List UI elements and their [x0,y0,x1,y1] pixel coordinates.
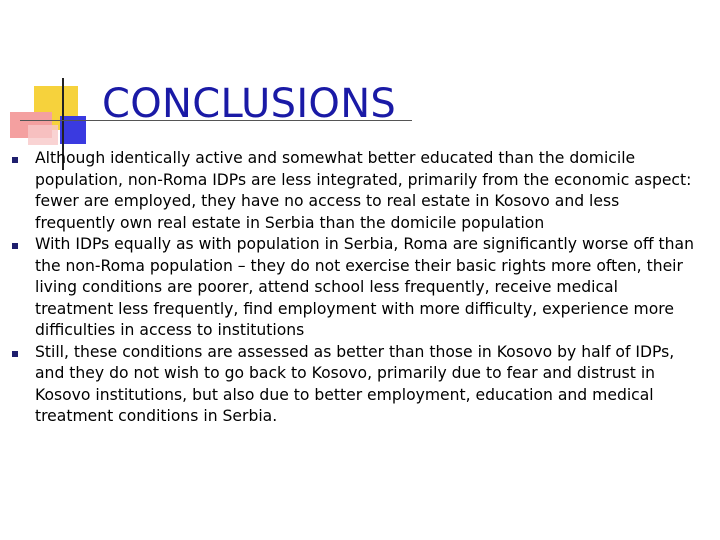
bullet-text: Although identically active and somewhat better educated than the domicile population, non-Roma IDPs are less integrated, primarily from the economic aspect: fewer are employed, they have no access to real estate in Kosovo and less frequently own real estate in Serbia than the domicile population [35,149,692,232]
slide-title: CONCLUSIONS [102,81,397,127]
bullet-item [0,342,720,428]
bullet-item [0,148,720,234]
title-decoration-pink-square [28,125,58,145]
bullet-text: With IDPs equally as with population in Serbia, Roma are significantly worse off than the non-Roma population – they do not exercise their basic rights more often, their living conditions are poorer, attend school less frequently, receive medical treatment less frequently, find employment with more difficulty, experience more difficulties in access to institutions [35,235,694,339]
square-bullet-icon [12,157,18,163]
square-bullet-icon [12,243,18,249]
square-bullet-icon [12,351,18,357]
bullet-text: Still, these conditions are assessed as better than those in Kosovo by half of IDPs, and they do not wish to go back to Kosovo, primarily due to fear and distrust in Kosovo institutions, but also due to better employment, education and medical treatment conditions in Serbia. [35,342,675,425]
bullet-item [0,234,720,342]
bullet-list [0,148,720,428]
